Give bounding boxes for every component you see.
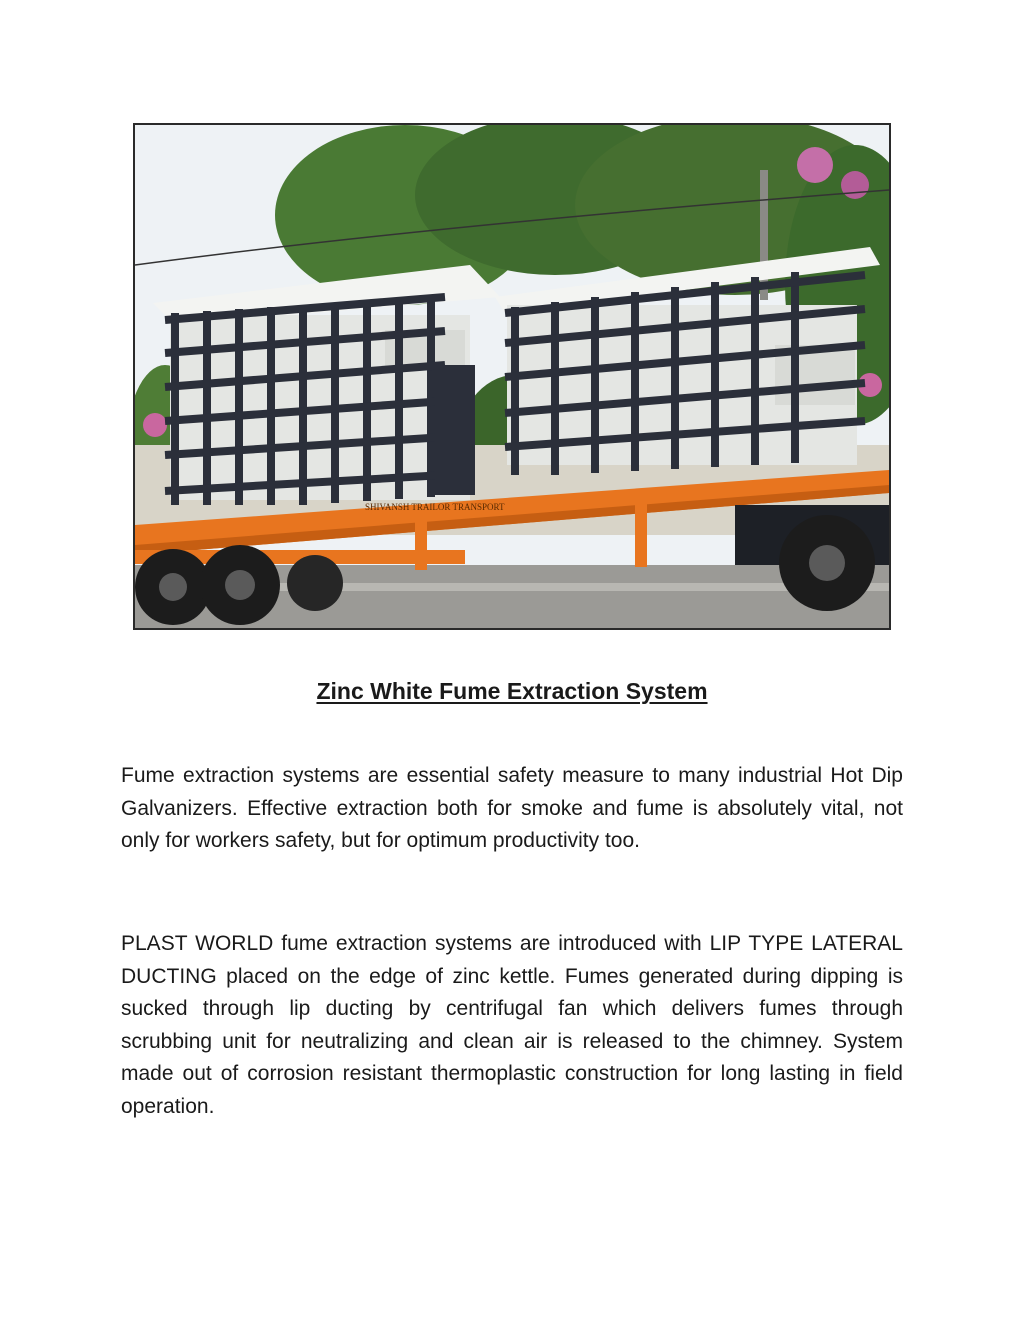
page-title: Zinc White Fume Extraction System xyxy=(316,678,708,704)
trailer-marking: SHIVANSH TRAILOR TRANSPORT xyxy=(365,502,505,512)
intro-paragraph: Fume extraction systems are essential safety measure to many industrial Hot Dip Galvanizers. Effective extraction both for smoke and fume is absolutely vital, not only for workers safety, but for optimum productivity too. xyxy=(121,764,903,852)
left-tank xyxy=(153,265,500,505)
trailer-with-tanks-photo xyxy=(135,125,889,628)
product-photo xyxy=(133,123,891,630)
description-paragraph: PLAST WORLD fume extraction systems are introduced with LIP TYPE LATERAL DUCTING placed on the edge of zinc kettle. Fumes generated during dipping is sucked through lip ducting by centrifugal fan which delivers fumes through scrubbing unit for neutralizing and clean air is released to the chimney. System made out of corrosion resistant thermoplastic construction for long lasting in field operation. xyxy=(121,932,903,1118)
